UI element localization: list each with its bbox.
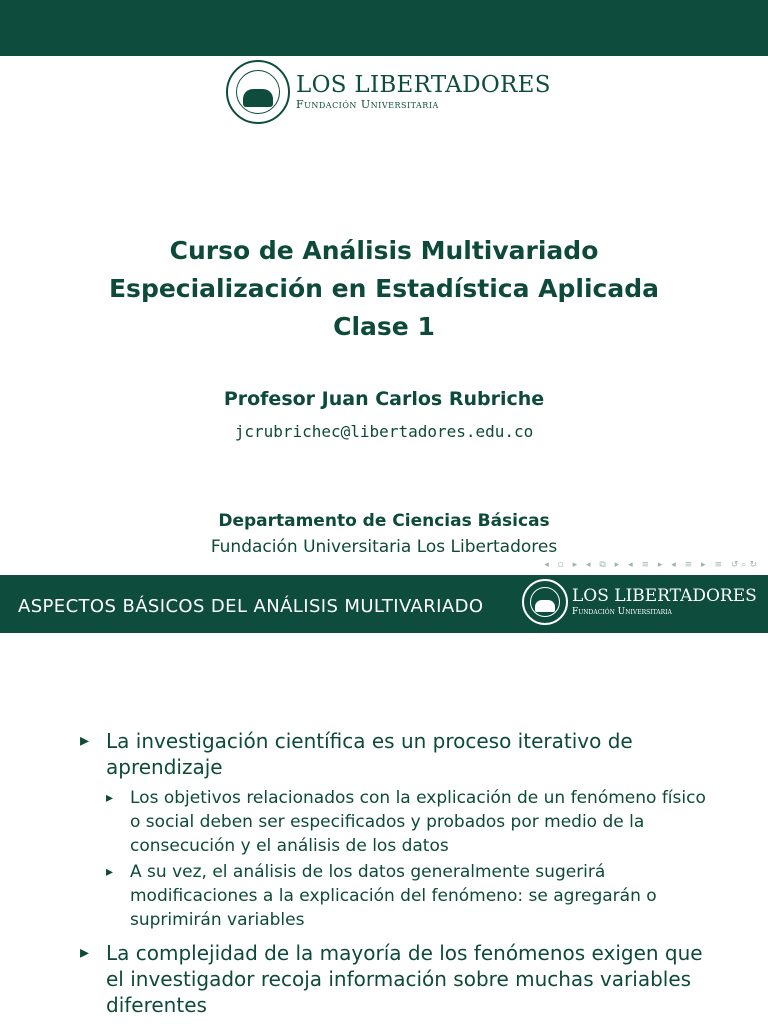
title-line-1: Curso de Análisis Multivariado <box>169 236 599 265</box>
slide-title <box>0 232 768 346</box>
department-name: Departamento de Ciencias Básicas <box>218 511 550 531</box>
nav-section2-icon[interactable]: ◂ ≡ ▸ <box>671 560 709 570</box>
bullet-list <box>80 728 720 1026</box>
institution-name: Fundación Universitaria Los Libertadores <box>210 537 558 557</box>
beamer-navigation[interactable] <box>544 560 760 570</box>
list-item <box>80 940 720 1018</box>
title-line-3: Clase 1 <box>333 312 435 341</box>
list-item <box>80 728 720 932</box>
nav-frame-icon[interactable]: ◂ ▫ ▸ <box>544 560 581 570</box>
nav-page-icon[interactable]: ≡ <box>714 560 725 570</box>
professor-name: Profesor Juan Carlos Rubriche <box>223 388 545 410</box>
header-logo-subtitle: Fundación Universitaria <box>572 607 672 617</box>
header-logo-name: LOS LIBERTADORES <box>572 586 757 606</box>
bullet-text: La complejidad de la mayoría de los fenómenos exigen que el investigador recoja información sobre muchas variables diferentes <box>106 941 703 1017</box>
top-bar <box>0 0 768 56</box>
sub-bullet-list <box>106 786 720 932</box>
slide-heading: ASPECTOS BÁSICOS DEL ANÁLISIS MULTIVARIADO <box>18 596 484 617</box>
bullet-text: La investigación científica es un proceso iterativo de aprendizaje <box>106 729 633 779</box>
header-seal-icon <box>522 579 568 625</box>
professor-email: jcrubrichec@libertadores.edu.co <box>234 422 534 441</box>
list-item: ▸ A su vez, el análisis de los datos generalmente sugerirá modificaciones a la explicación del fenómeno: se agregarán o suprimirán variables <box>106 860 720 932</box>
list-item: ▸ Los objetivos relacionados con la explicación de un fenómeno físico o social deben ser especificados y probados por medio de la consecución y el análisis de los datos <box>106 786 720 858</box>
title-line-2: Especialización en Estadística Aplicada <box>108 274 660 303</box>
header-logo <box>522 579 757 625</box>
university-logo <box>226 60 551 124</box>
slide-header-bar <box>0 575 768 633</box>
nav-search-icon[interactable]: ↺⌕↻ <box>730 560 760 570</box>
nav-subsection-icon[interactable]: ◂ ⧉ ▸ <box>586 560 623 570</box>
nav-section-icon[interactable]: ◂ ≡ ▸ <box>628 560 666 570</box>
university-seal-icon <box>226 60 290 124</box>
logo-name: LOS LIBERTADORES <box>296 72 551 98</box>
logo-subtitle: Fundación Universitaria <box>296 98 439 111</box>
